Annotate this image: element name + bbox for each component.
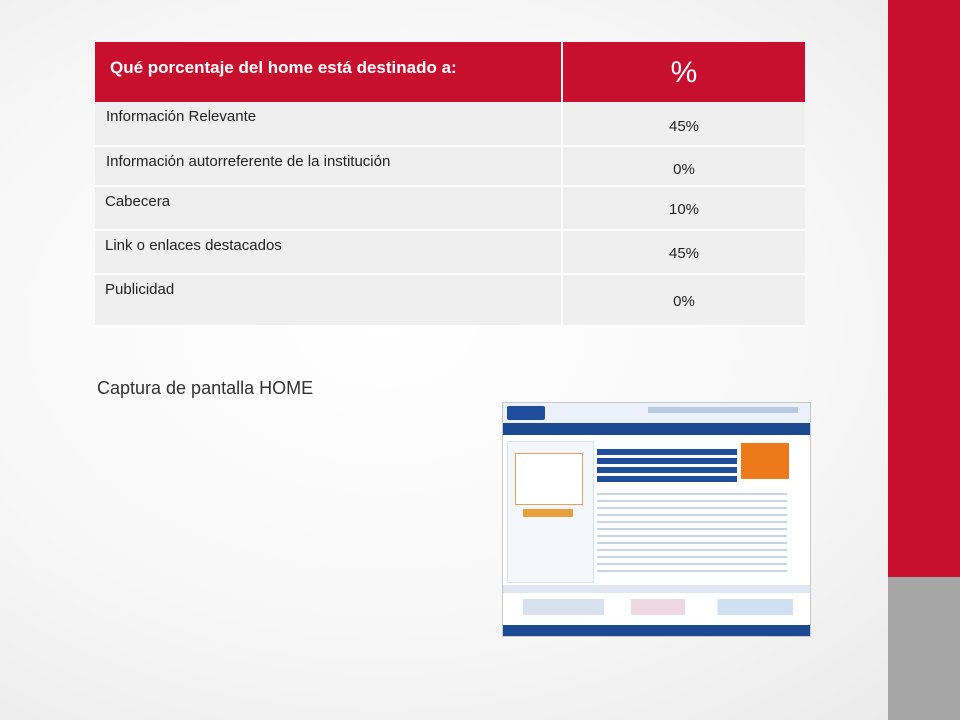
row-label: Publicidad <box>105 281 175 298</box>
table-row <box>95 146 805 186</box>
header-percent-cell <box>562 42 805 102</box>
row-value: 45% <box>668 245 700 262</box>
table-row <box>95 274 805 326</box>
site-logo-icon <box>507 406 545 420</box>
header-percent-symbol: % <box>670 56 698 89</box>
thumbnail-nav-bar <box>503 423 810 435</box>
homepage-screenshot-thumbnail <box>502 402 811 637</box>
row-label: Cabecera <box>105 193 171 210</box>
table-row <box>95 230 805 274</box>
table-header-row <box>95 42 805 102</box>
thumbnail-partner-logos <box>523 599 793 615</box>
row-value: 45% <box>668 118 700 135</box>
thumbnail-ad-banner <box>741 443 789 479</box>
side-accent-band <box>888 0 960 720</box>
row-label: Información autorreferente de la institución <box>106 153 391 170</box>
screenshot-caption: Captura de pantalla HOME <box>97 378 314 398</box>
row-value: 10% <box>668 201 700 218</box>
row-value: 0% <box>673 293 695 310</box>
percentage-table <box>95 42 805 327</box>
thumbnail-footer <box>503 625 810 636</box>
row-value: 0% <box>673 161 695 178</box>
table-row <box>95 102 805 146</box>
table-row <box>95 186 805 230</box>
row-label: Link o enlaces destacados <box>105 237 282 254</box>
thumbnail-headline <box>597 449 737 483</box>
thumbnail-login-box <box>515 453 583 505</box>
header-question: Qué porcentaje del home está destinado a: <box>110 58 457 77</box>
row-label: Información Relevante <box>106 108 257 125</box>
header-question-cell <box>95 42 562 102</box>
side-gray-block <box>888 577 960 720</box>
